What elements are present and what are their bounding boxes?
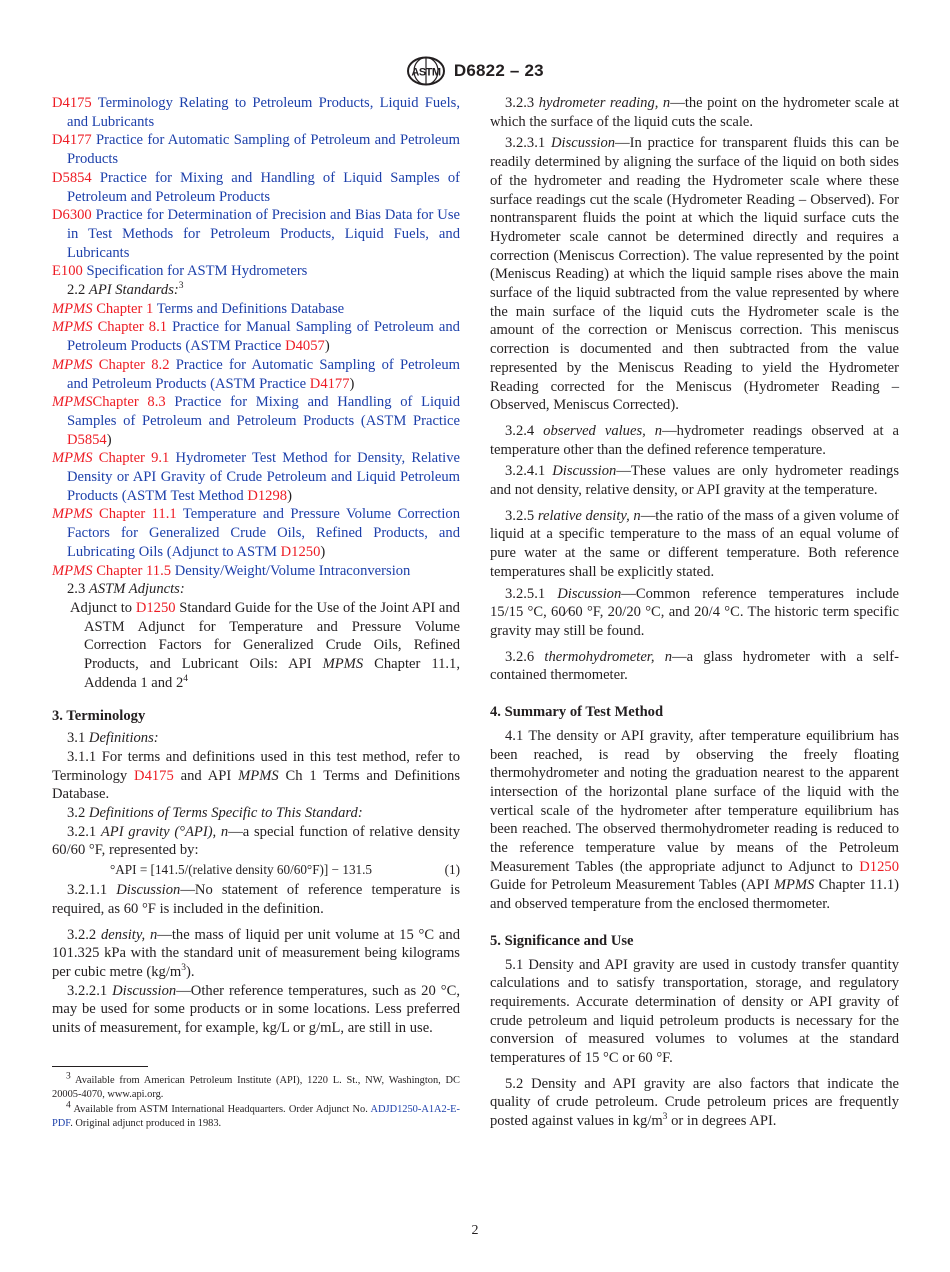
equation-1 [52, 861, 460, 881]
astm-code-link[interactable]: D1298 [247, 487, 288, 504]
reference-d4175 [52, 94, 460, 131]
section-3-2-5-1: 3.2.5.1 Discussion—Common reference temperatures include 15/15 °C, 60⁄60 °F, 20/20 °C, and 20/4 °C. The historic term specific gravity may still be found. [490, 585, 899, 639]
svg-text:ASTM: ASTM [411, 66, 441, 79]
astm-adjuncts-heading: 2.3 ASTM Adjuncts: [67, 581, 185, 598]
section-4-1: 4.1 The density or API gravity, after temperature equilibrium has been reached, is read by observing the freely floating thermohydrometer and noting the graduation nearest to the apparent intersection of the horizontal plane surface of the liquid with the vertical scale of the hydrometer after temperature equilibrium has been reached. The observed thermohydrometer reading is reduced to the reference temperature value by means of the Petroleum Measurement Tables (the appropriate adjunct to Adjunct to D1250 Guide for Petroleum Measurement Tables (API MPMS Chapter 11.1) and observed temperature from the enclosed thermometer. [490, 727, 899, 913]
reference-code-link[interactable]: D4177 [52, 132, 92, 149]
api-chapter-link[interactable]: Chapter 11.1 [99, 506, 177, 523]
adjunct-d1250: Adjunct to D1250 Standard Guide for the Use of the Joint API and ASTM Adjunct for Temperature and Pressure Volume Correction Factors for Generalized Crude Oils, Refined Products, and Lubricant Oils: API MPMS Chapter 11.1, Addenda 1 and $2^4$ [70, 599, 460, 691]
api-reference-ch11-5: MPMS Chapter 11.5 Density/Weight/Volume Intraconversion [52, 562, 411, 579]
api-chapter-link[interactable]: Chapter 11.5 [96, 562, 172, 579]
guide-code-link[interactable]: D1250 [859, 858, 899, 875]
api-reference-ch8-1: MPMS Chapter 8.1 Practice for Manual Sampling of Petroleum and Petroleum Products (ASTM Practice D4057) [52, 319, 460, 355]
api-title-link[interactable]: Practice for Automatic Sampling of Petroleum and Petroleum Products (ASTM Practice [67, 356, 460, 392]
reference-e100 [52, 262, 460, 281]
section-3-2-5: 3.2.5 relative density, n—the ratio of the mass of a given volume of liquid at a specific temperature to the mass of an equal volume of pure water at the same or different temperature. Both reference temperatures shall be explicitly stated. [490, 507, 899, 580]
terminology-code-link[interactable]: D4175 [134, 767, 174, 784]
api-references [52, 300, 460, 581]
section-3-2-1: 3.2.1 API gravity (°API), n—a special function of relative density 60/60 °F, represented by: [52, 823, 460, 859]
api-title-link[interactable]: Practice for Mixing and Handling of Liquid Samples of Petroleum and Petroleum Products (ASTM Practice [67, 394, 460, 429]
api-reference-ch8-2: MPMS Chapter 8.2 Practice for Automatic Sampling of Petroleum and Petroleum Products (ASTM Practice D4177) [52, 356, 460, 392]
astm-references [52, 94, 460, 281]
right-column [490, 94, 899, 1131]
reference-code-link[interactable]: D6300 [52, 207, 92, 224]
api-chapter-link[interactable]: Chapter 8.2 [98, 356, 170, 373]
section-3-2-2: 3.2.2 density, n—the mass of liquid per unit volume at 15 °C and 101.325 kPa with the standard unit of measurement being kilograms per cubic metre $(kg/m^3)$. [52, 926, 460, 980]
adjunct-order-link[interactable]: ADJD1250-A1A2-E-PDF [52, 1103, 460, 1130]
reference-d5854 [52, 169, 460, 206]
equation-body: °API = [141.5/(relative density 60/60°F)] − 131.5 [110, 862, 373, 878]
section-3-2-4-1: 3.2.4.1 Discussion—These values are only hydrometer readings and not density, relative density, or API gravity at the temperature. [490, 463, 899, 499]
equation-number: (1) [444, 862, 460, 878]
reference-d4177 [52, 131, 460, 168]
astm-code-link[interactable]: D1250 [280, 543, 321, 560]
api-title-link[interactable]: Hydrometer Test Method for Density, Relative Density or API Gravity of Crude Petroleum and Liquid Petroleum Products (ASTM Test Method [67, 450, 460, 504]
api-chapter-link[interactable]: Chapter 1 [96, 300, 154, 317]
reference-code-link[interactable]: D4175 [52, 95, 92, 111]
footnote-4: 4 Available from ASTM International Headquarters. Order Adjunct No. ADJD1250-A1A2-E-PDF. Original adjunct produced in 1983. [52, 1100, 460, 1130]
astm-code-link[interactable]: D4057 [285, 338, 325, 355]
section-3-2: 3.2 Definitions of Terms Specific to This Standard: [67, 805, 363, 822]
astm-code-link[interactable]: D4177 [309, 375, 350, 392]
section-5-2: 5.2 Density and API gravity are also factors that indicate the quality of crude petroleum. Crude petroleum prices are frequently posted against values in $kg/m^3$ or in degrees API. [490, 1075, 899, 1130]
footnote-3: 3 Available from American Petroleum Institute (API), 1220 L. St., NW, Washington, DC 20005-4070, www.api.org. [52, 1071, 460, 1101]
api-reference-ch9-1: MPMS Chapter 9.1 Hydrometer Test Method for Density, Relative Density or API Gravity of Crude Petroleum and Liquid Petroleum Products (ASTM Test Method D1298) [52, 450, 460, 504]
api-title-link[interactable]: Practice for Manual Sampling of Petroleum and Petroleum Products (ASTM Practice [67, 319, 460, 355]
footnotes [52, 1066, 460, 1132]
api-standards-heading: 2.2 API Standards:$^3$ [67, 281, 184, 299]
reference-title-link[interactable]: Specification for ASTM Hydrometers [86, 263, 308, 280]
section-3-2-3-1: 3.2.3.1 Discussion—In practice for transparent fluids this can be readily determined by aligning the surface of the liquid on both sides of the hydrometer and reading the Hydrometer scale where these surface readings cut the scale (Hydrometer Reading – Observed). For nontransparent fluids the point at which the liquid surface cuts the Hydrometer scale cannot be determined directly and requires a correction (Meniscus Correction). The value represented by the point (Meniscus Reading) at which the liquid sample rises above the main surface of the liquid subtracted from the value represented by where the main surface of the liquid cuts the Hydrometer scale is the amount of the correction or Meniscus correction. This meniscus correction is documented and then subtracted from the value represented by the Meniscus Reading to yield the Hydrometer Reading corrected for the Meniscus (Hydrometer Reading – Observed, Meniscus Corrected). [490, 135, 899, 414]
footnote-rule [52, 1066, 148, 1067]
section-5-heading: 5. Significance and Use [490, 932, 634, 949]
document-designation: D6822 – 23 [453, 60, 544, 80]
section-3-1-1: 3.1.1 For terms and definitions used in this test method, refer to Terminology D4175 and API MPMS Ch 1 Terms and Definitions Database. [52, 748, 460, 803]
api-title-link[interactable]: Temperature and Pressure Volume Correction Factors for Generalized Crude Oils, Refined Products, and Lubricating Oils (Adjunct to ASTM [67, 506, 461, 560]
reference-code-link[interactable]: D5854 [52, 169, 92, 186]
section-3-2-1-1: 3.2.1.1 Discussion—No statement of reference temperature is required, as 60 °F is included in the definition. [52, 882, 460, 917]
api-title-link[interactable]: Density/Weight/Volume Intraconversion [174, 562, 411, 579]
section-3-2-4: 3.2.4 observed values, n—hydrometer readings observed at a temperature other than the defined reference temperature. [490, 422, 899, 458]
reference-title-link[interactable]: Practice for Automatic Sampling of Petroleum and Petroleum Products [67, 132, 460, 168]
reference-code-link[interactable]: E100 [52, 263, 83, 280]
adjunct-code-link[interactable]: D1250 [135, 599, 176, 616]
section-3-heading: 3. Terminology [52, 707, 146, 724]
api-reference-ch11-1: MPMS Chapter 11.1 Temperature and Pressure Volume Correction Factors for Generalized Crude Oils, Refined Products, and Lubricating Oils (Adjunct to ASTM D1250) [52, 506, 461, 560]
section-3-2-3: 3.2.3 hydrometer reading, n—the point on the hydrometer scale at which the surface of the liquid cuts the scale. [490, 95, 899, 130]
api-reference-ch8-3: MPMSChapter 8.3 Practice for Mixing and Handling of Liquid Samples of Petroleum and Petroleum Products (ASTM Practice D5854) [52, 394, 460, 448]
api-chapter-link[interactable]: Chapter 9.1 [98, 450, 170, 467]
api-chapter-link[interactable]: Chapter 8.1 [97, 319, 168, 336]
astm-code-link[interactable]: D5854 [67, 431, 107, 448]
astm-logo-icon [406, 56, 446, 86]
reference-title-link[interactable]: Terminology Relating to Petroleum Products, Liquid Fuels, and Lubricants [67, 95, 461, 130]
section-4-heading: 4. Summary of Test Method [490, 704, 664, 721]
section-3-1: 3.1 Definitions: [67, 730, 159, 747]
page-number: 2 [471, 1223, 479, 1238]
section-5-1: 5.1 Density and API gravity are used in custody transfer quantity calculations and to satisfy transportation, storage, and regulatory requirements. Accurate determination of density or API gravity of crude petroleum and liquid petroleum products is necessary for the conversion of measured volumes to volumes at the standard temperatures of 15 °C or 60 °F. [490, 956, 899, 1067]
api-chapter-link[interactable]: Chapter 8.3 [92, 394, 166, 411]
reference-title-link[interactable]: Practice for Determination of Precision and Bias Data for Use in Test Methods for Petroleum Products, Liquid Fuels, and Lubricants [67, 207, 460, 261]
api-title-link[interactable]: Terms and Definitions Database [156, 300, 345, 317]
reference-d6300 [52, 206, 460, 262]
section-3-2-2-1: 3.2.2.1 Discussion—Other reference temperatures, such as 20 °C, may be used for some products or in some locations. Less preferred units of measurement, for example, kg/L or g/mL, are still in use. [52, 982, 460, 1037]
page-header [0, 56, 950, 86]
left-column [52, 94, 460, 1132]
api-reference-ch1: MPMS Chapter 1 Terms and Definitions Database [52, 300, 345, 317]
section-3-2-6: 3.2.6 thermohydrometer, n—a glass hydrometer with a self-contained thermometer. [490, 648, 899, 684]
reference-title-link[interactable]: Practice for Mixing and Handling of Liquid Samples of Petroleum and Petroleum Products [67, 169, 460, 205]
